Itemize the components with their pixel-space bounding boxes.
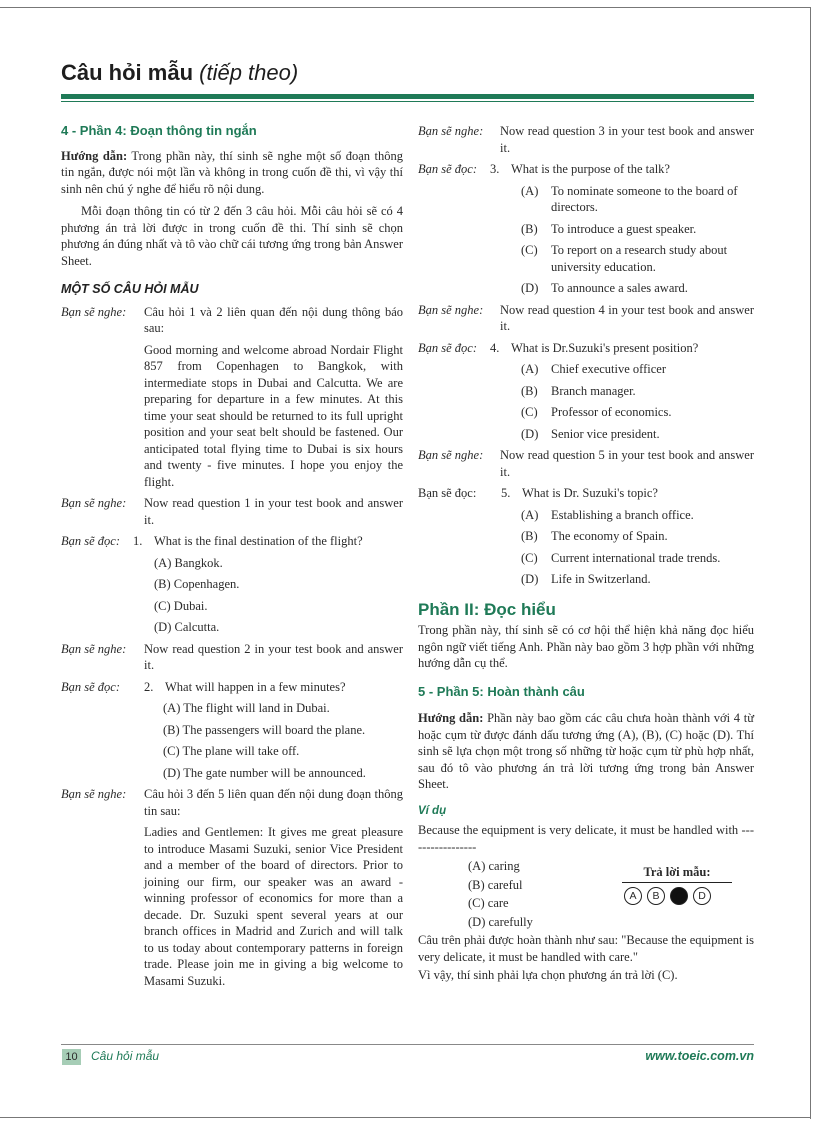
q1-option-c: (C) Dubai.	[154, 598, 208, 613]
intro-3-5: Câu hỏi 3 đến 5 liên quan đến nội dung đoạn thông tin sau:	[144, 787, 403, 818]
q1-option-d: (D) Calcutta.	[154, 620, 220, 634]
samples-heading: MỘT SỐ CÂU HỎI MẪU	[61, 282, 199, 296]
page-title: Câu hỏi mẫu (tiếp theo)	[61, 60, 299, 85]
talk-1: Good morning and welcome abroad Nordair Flight 857 from Copenhagen to Bangkok, with intermediate stops in Dubai and Calcutta. We are preparing for departure in a few minutes. At this time your seat should be returned to its full upright position and your seat belt should be fastened. Our anticipated total flying time to Dubai is six hours and twenty - five minutes. I hope you enjoy the flight.	[144, 342, 403, 489]
question-1: Bạn sẽ đọc: 1. What is the final destination of the flight?	[61, 534, 363, 548]
q1-options	[154, 555, 403, 636]
bubble-c-filled: C	[670, 887, 688, 905]
now-q3-row: Bạn sẽ nghe: Now read question 3 in your test book and answer it.	[418, 124, 754, 155]
question-3: Bạn sẽ đọc: 3. What is the purpose of the talk?	[418, 162, 670, 176]
bubble-d: D	[693, 887, 711, 905]
q4-option-c: (C) Professor of economics.	[521, 405, 672, 419]
q4-option-b: (B) Branch manager.	[521, 383, 636, 398]
footer-rule	[61, 1044, 754, 1045]
sample-answer-label: Trả lời mẫu:	[622, 864, 732, 883]
q3-option-c: (C) To report on a research study about university education.	[521, 243, 728, 274]
q3-option-a: (A) To nominate someone to the board of directors.	[521, 183, 738, 214]
talk-2: Ladies and Gentlemen: It gives me great pleasure to introduce Masami Suzuki, senior Vice President and a member of the board of directors. Prior to joining our firm, our speaker was an award - winning professor of economics for more than a decade. Dr. Suzuki spent several years at our branch offices in Madrid and Zurich and will talk to us today about contemporary patterns in foreign trade. Please join me in giving a big welcome to Masami Suzuki.	[144, 825, 403, 988]
footer-url[interactable]: www.toeic.com.vn	[645, 1049, 754, 1063]
q5-option-b: (B) The economy of Spain.	[521, 529, 668, 543]
part4-instruction: Hướng dẫn: Trong phần này, thí sinh sẽ nghe một số đoạn thông tin ngắn, được nói một lần và không in trong cuốn đề thi, vì vậy thí sinh nên chú ý nghe để hiểu rõ nội dung.	[61, 148, 403, 196]
sample-answer	[622, 864, 732, 905]
intro-1-2: Câu hỏi 1 và 2 liên quan đến nội dung thông báo sau:	[144, 304, 403, 335]
q2-options	[163, 700, 403, 781]
example-heading: Ví dụ	[418, 804, 447, 817]
q3-options	[521, 183, 754, 297]
part5-heading: 5 - Phần 5: Hoàn thành câu	[418, 683, 585, 699]
page-border-top	[0, 7, 811, 8]
title-bar	[61, 94, 754, 99]
now-q1-row: Bạn sẽ nghe: Now read question 1 in your test book and answer it.	[61, 496, 403, 527]
question-2: Bạn sẽ đọc: 2. What will happen in a few minutes?	[61, 679, 346, 694]
left-column	[61, 123, 403, 989]
q1-option-b: (B) Copenhagen.	[154, 577, 240, 591]
q5-option-c: (C) Current international trade trends.	[521, 550, 721, 565]
q2-option-a: (A) The flight will land in Dubai.	[163, 701, 330, 715]
q2-option-b: (B) The passengers will board the plane.	[163, 722, 366, 737]
q3-option-d: (D) To announce a sales award.	[521, 281, 688, 295]
example-conclusion-2: Vì vậy, thí sinh phải lựa chọn phương án trả lời (C).	[418, 968, 678, 982]
right-column	[418, 123, 754, 984]
now-q2-row: Bạn sẽ nghe: Now read question 2 in your test book and answer it.	[61, 641, 403, 672]
example-option-d: (D) carefully	[468, 914, 533, 929]
q4-options	[521, 361, 754, 442]
page-number: 10	[62, 1049, 81, 1065]
bubble-b: B	[647, 887, 665, 905]
part4-paragraph: Mỗi đoạn thông tin có từ 2 đến 3 câu hỏi. Mỗi câu hỏi sẽ có 4 phương án trả lời được in trong cuốn đề thi. Thí sinh sẽ chọn phương án đúng nhất và tô vào chữ cái tương ứng trong bản Answer Sheet.	[61, 204, 403, 268]
example-option-b: (B) careful	[468, 877, 523, 892]
intro-1-2-row: Bạn sẽ nghe: Câu hỏi 1 và 2 liên quan đến nội dung thông báo sau:	[61, 304, 403, 335]
page-border-right	[810, 7, 811, 1119]
example-block	[418, 858, 754, 930]
part2-heading: Phần II: Đọc hiểu	[418, 599, 556, 619]
example-option-c: (C) care	[468, 896, 509, 910]
intro-3-5-row: Bạn sẽ nghe: Câu hỏi 3 đến 5 liên quan đến nội dung đoạn thông tin sau:	[61, 787, 403, 818]
q5-option-d: (D) Life in Switzerland.	[521, 572, 651, 586]
q2-option-d: (D) The gate number will be announced.	[163, 765, 366, 780]
page-border-bottom	[0, 1117, 811, 1118]
question-5: Bạn sẽ đọc: 5. What is Dr. Suzuki's topic?	[418, 486, 658, 500]
q2-option-c: (C) The plane will take off.	[163, 744, 300, 758]
footer-title: Câu hỏi mẫu	[91, 1049, 160, 1063]
q4-option-d: (D) Senior vice president.	[521, 426, 660, 441]
part2-text: Trong phần này, thí sinh sẽ có cơ hội thể hiện khả năng đọc hiểu ngôn ngữ viết tiếng Anh. Phần này bao gồm 3 hợp phần với những hướng dẫn cụ thể.	[418, 623, 754, 670]
now-q5-row: Bạn sẽ nghe: Now read question 5 in your test book and answer it.	[418, 448, 754, 479]
example-sentence: Because the equipment is very delicate, it must be handled with -----------------	[418, 823, 754, 854]
example-option-a: (A) caring	[468, 859, 520, 873]
q5-option-a: (A) Establishing a branch office.	[521, 507, 694, 522]
title-underline	[61, 101, 754, 102]
part5-instruction: Hướng dẫn: Phần này bao gồm các câu chưa hoàn thành với 4 từ hoặc cụm từ được đánh dấu tương ứng (A), (B), (C) hoặc (D). Thí sinh sẽ lựa chọn một trong số những từ hoặc cụm từ phù hợp nhất, sau đó tô vào phương án trả lời tương ứng trong bản Answer Sheet.	[418, 711, 754, 791]
q5-options	[521, 507, 754, 588]
part4-heading: 4 - Phần 4: Đoạn thông tin ngắn	[61, 123, 257, 138]
q3-option-b: (B) To introduce a guest speaker.	[521, 221, 697, 236]
bubble-a: A	[624, 887, 642, 905]
now-q4-row: Bạn sẽ nghe: Now read question 4 in your test book and answer it.	[418, 302, 754, 333]
q4-option-a: (A) Chief executive officer	[521, 362, 666, 376]
answer-bubbles	[622, 887, 732, 905]
question-4: Bạn sẽ đọc: 4. What is Dr.Suzuki's present position?	[418, 340, 699, 355]
example-conclusion: Câu trên phải được hoàn thành như sau: "Because the equipment is very delicate, it must be handled with care."	[418, 933, 754, 964]
q1-option-a: (A) Bangkok.	[154, 555, 223, 570]
